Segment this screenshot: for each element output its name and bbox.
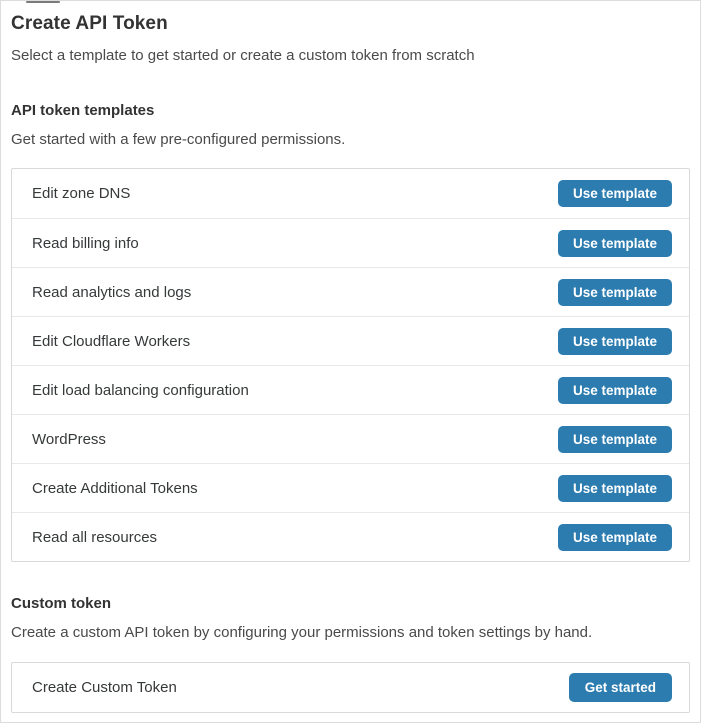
cropped-text-artifact [26, 1, 60, 3]
template-row-label: Read all resources [32, 528, 158, 546]
template-list [11, 168, 690, 562]
template-row-label: Edit zone DNS [32, 185, 131, 202]
get-started-button[interactable]: Get started [569, 673, 672, 702]
template-row-label: Read analytics and logs [32, 283, 192, 301]
page-subtitle: Select a template to get started or create a custom token from scratch [11, 47, 475, 64]
use-template-button[interactable]: Use template [558, 279, 672, 306]
use-template-button[interactable]: Use template [558, 180, 672, 207]
custom-token-heading: Custom token [11, 595, 112, 612]
use-template-button[interactable]: Use template [558, 475, 672, 502]
templates-section-heading: API token templates [11, 102, 155, 119]
template-row-label: Read billing info [32, 234, 139, 252]
template-row [12, 512, 689, 561]
template-row-label: Create Additional Tokens [32, 479, 198, 497]
template-row-label: Edit Cloudflare Workers [32, 332, 191, 350]
template-row [12, 267, 689, 316]
template-row [12, 414, 689, 463]
template-row-label: Edit load balancing configuration [32, 381, 249, 399]
use-template-button[interactable]: Use template [558, 328, 672, 355]
template-row [12, 218, 689, 267]
template-row [12, 365, 689, 414]
use-template-button[interactable]: Use template [558, 426, 672, 453]
custom-token-row-label: Create Custom Token [32, 679, 177, 696]
custom-token-box [11, 662, 690, 713]
custom-token-row [12, 663, 689, 712]
template-row [12, 316, 689, 365]
template-row-label: WordPress [32, 430, 106, 448]
template-row [12, 169, 689, 218]
templates-section-description: Get started with a few pre-configured permissions. [11, 131, 346, 148]
use-template-button[interactable]: Use template [558, 377, 672, 404]
use-template-button[interactable]: Use template [558, 230, 672, 257]
use-template-button[interactable]: Use template [558, 524, 672, 551]
custom-token-description: Create a custom API token by configuring your permissions and token settings by hand. [11, 624, 593, 641]
template-row [12, 463, 689, 512]
page-title: Create API Token [11, 13, 168, 34]
